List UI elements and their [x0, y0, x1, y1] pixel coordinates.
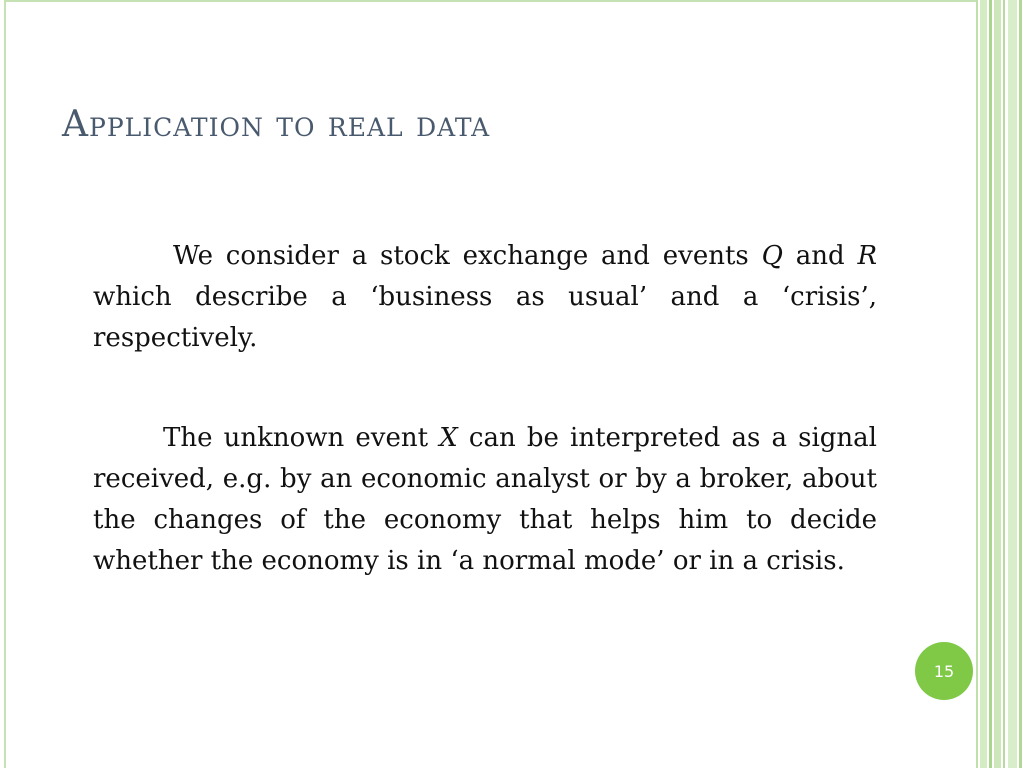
paragraph-2-text: The unknown event [163, 423, 440, 453]
page-number: 15 [933, 661, 955, 681]
right-stripe [994, 0, 1001, 768]
right-stripe [980, 0, 987, 768]
right-stripe [1008, 0, 1017, 768]
slide-title: Application to real data [62, 104, 491, 145]
page-number-badge [915, 642, 973, 700]
variable-q: Q [761, 241, 783, 271]
top-border-line [4, 0, 978, 2]
paragraph-1-text: and [782, 241, 858, 271]
variable-x: X [439, 423, 458, 453]
paragraph-2 [93, 418, 877, 582]
variable-r: R [857, 241, 878, 271]
right-stripe [1019, 0, 1022, 768]
paragraph-1 [93, 236, 877, 359]
left-border-line [4, 0, 6, 768]
paragraph-1-text: We consider a stock exchange and events [173, 241, 762, 271]
right-stripe [1003, 0, 1005, 768]
right-stripe [989, 0, 992, 768]
right-stripe [976, 0, 978, 768]
paragraph-1-text: which describe a ‘business as usual’ and a ‘crisis’, respectively. [93, 282, 877, 353]
paragraph-2-text: can be interpreted as a signal received, e.g. by an economic analyst or by a broker, about the changes of the economy that helps him to decide whether the economy is in ‘a normal mode’ or in a crisis. [93, 423, 877, 576]
